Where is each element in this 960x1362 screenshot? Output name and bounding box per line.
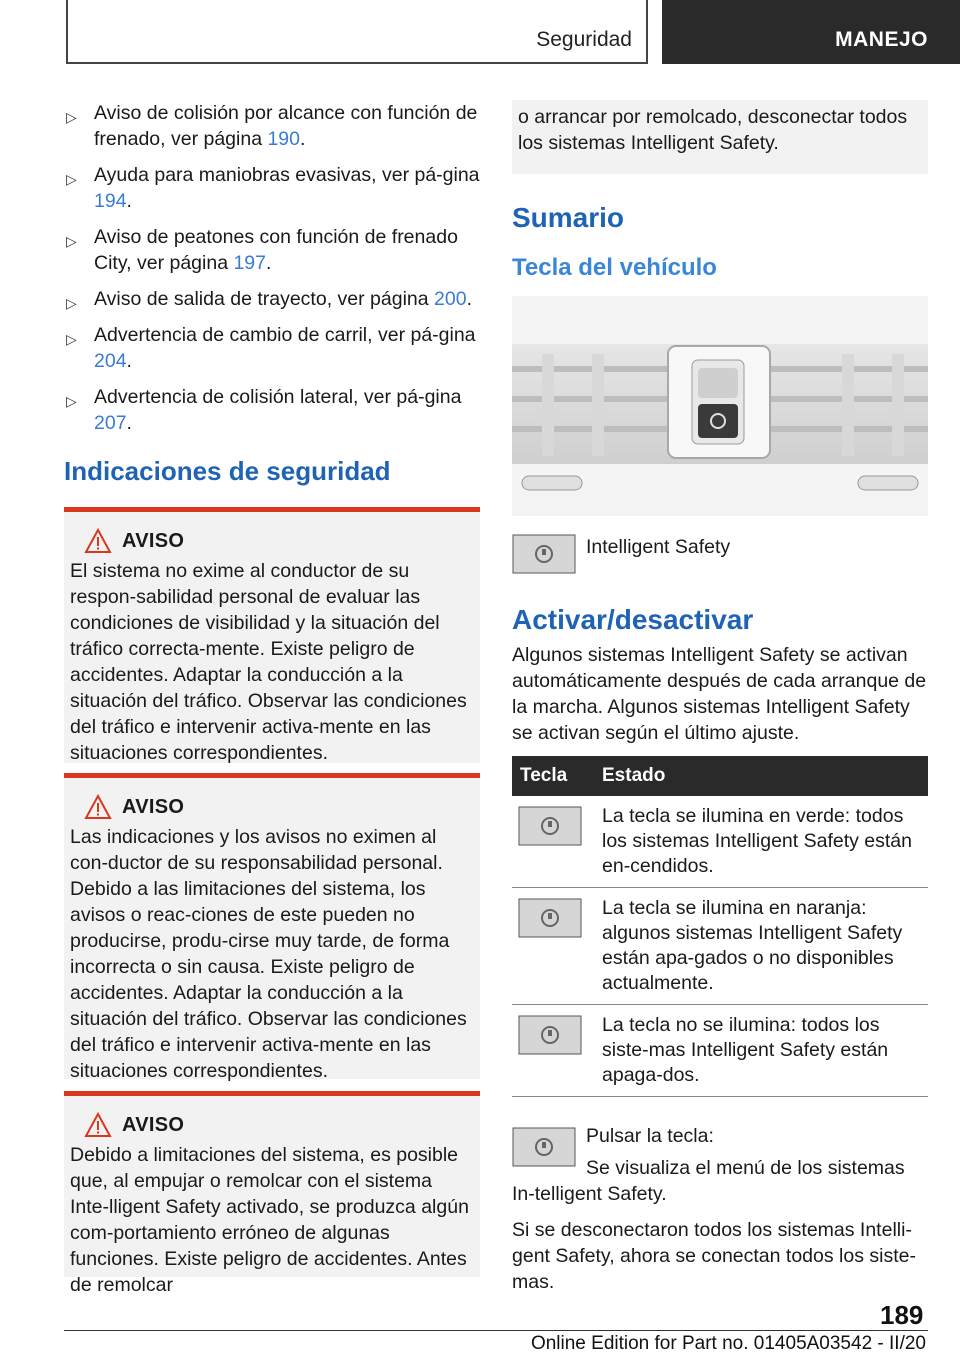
warning-triangle-icon: [84, 794, 112, 820]
reference-list: [64, 100, 480, 436]
warning-text: Debido a limitaciones del sistema, es posible que, al empujar o remolcar con el sistema Inte-lligent Safety activado, se produzca algún com-portamiento erróneo de algunas funciones. Existe peligro de accidentes. Antes de remolcar: [70, 1144, 469, 1296]
section-heading: Sumario: [512, 202, 625, 233]
warning-title: AVISO: [122, 795, 185, 818]
page-link[interactable]: 194: [94, 190, 127, 212]
triangle-bullet-icon: ▷: [66, 171, 77, 187]
subsection-heading: Tecla del vehículo: [512, 254, 717, 281]
page-number: 189: [880, 1300, 924, 1330]
table-cell: La tecla no se ilumina: todos los siste-mas Intelligent Safety están apaga-dos.: [594, 1005, 928, 1097]
table-header: Tecla: [512, 756, 594, 796]
header-section-title: Seguridad: [536, 28, 632, 51]
page-link[interactable]: 204: [94, 350, 127, 372]
intelligent-safety-key-icon: [518, 1015, 582, 1055]
table-row: [512, 1005, 928, 1097]
vehicle-button-panel-image: [512, 296, 928, 516]
header-chapter-tab: [662, 0, 960, 64]
warning-text: Las indicaciones y los avisos no eximen al con-ductor de su responsabilidad personal. Debido a las limitaciones del sistema, los avisos o reac-ciones de este pueden no producirse, produ-cirse muy tarde, de forma incorrecta o sin causa. Existe peligro de accidentes. Adaptar la conducción a la situación del tráfico. Observar las condiciones del tráfico e intervenir activa-mente en las situaciones correspondientes.: [70, 826, 467, 1082]
triangle-bullet-icon: ▷: [66, 295, 77, 311]
list-item: ▷ Aviso de colisión por alcance con función de frenado, ver página 190.: [66, 102, 478, 150]
list-item: ▷ Advertencia de cambio de carril, ver pá-gina 204.: [66, 324, 476, 372]
intelligent-safety-key-icon: [518, 898, 582, 938]
table-cell: La tecla se ilumina en naranja: algunos sistemas Intelligent Safety están apa-gados o no disponibles actualmente.: [594, 888, 928, 1005]
warning-box: [64, 507, 480, 763]
warning-triangle-icon: [84, 528, 112, 554]
triangle-bullet-icon: ▷: [66, 233, 77, 249]
section-heading: Activar/desactivar: [512, 604, 754, 635]
final-paragraph: Si se desconectaron todos los sistemas Intelli-gent Safety, ahora se conectan todos los siste-mas.: [512, 1219, 916, 1293]
list-item: ▷ Ayuda para maniobras evasivas, ver pá-gina 194.: [66, 164, 480, 212]
table-header: Estado: [594, 756, 928, 796]
warning-box: [64, 773, 480, 1082]
triangle-bullet-icon: ▷: [66, 331, 77, 347]
table-cell: La tecla se ilumina en verde: todos los sistemas Intelligent Safety están en-cendidos.: [594, 796, 928, 888]
intelligent-safety-key-icon: [512, 1127, 576, 1167]
list-item: ▷ Aviso de peatones con función de frenado City, ver página 197.: [66, 226, 458, 274]
key-legend: [512, 534, 928, 574]
press-key-block: [512, 1123, 928, 1207]
intro-paragraph: Algunos sistemas Intelligent Safety se activan automáticamente después de cada arranque de la marcha. Algunos sistemas Intelligent Safety se activan según el último ajuste.: [512, 644, 927, 744]
page-link[interactable]: 200: [434, 288, 467, 310]
footer-divider: [64, 1330, 928, 1331]
key-status-table: [512, 756, 928, 1097]
header-section-tab: [66, 0, 648, 64]
right-column: [512, 100, 928, 1295]
intelligent-safety-key-icon: [518, 806, 582, 846]
warning-triangle-icon: [84, 1112, 112, 1138]
key-label: Intelligent Safety: [586, 536, 731, 558]
page-link[interactable]: 197: [233, 252, 266, 274]
triangle-bullet-icon: ▷: [66, 393, 77, 409]
warning-title: AVISO: [122, 1113, 185, 1136]
warning-title: AVISO: [122, 529, 185, 552]
page-link[interactable]: 207: [94, 412, 127, 434]
left-column: [64, 100, 480, 1296]
intelligent-safety-key-icon: [512, 534, 576, 574]
table-row: [512, 888, 928, 1005]
section-heading: Indicaciones de seguridad: [64, 456, 391, 486]
list-item: ▷ Advertencia de colisión lateral, ver pá-gina 207.: [66, 386, 462, 434]
page-link[interactable]: 190: [267, 128, 300, 150]
press-text: Se visualiza el menú de los sistemas In-telligent Safety.: [512, 1157, 905, 1205]
triangle-bullet-icon: ▷: [66, 109, 77, 125]
warning-box: [64, 1091, 480, 1296]
press-label: Pulsar la tecla:: [586, 1125, 714, 1147]
list-item: ▷ Aviso de salida de trayecto, ver página 200.: [64, 286, 480, 312]
warning-continuation: o arrancar por remolcado, desconectar todos los sistemas Intelligent Safety.: [512, 100, 928, 174]
table-row: [512, 796, 928, 888]
header-chapter-title: MANEJO: [835, 28, 928, 51]
footer-edition: Online Edition for Part no. 01405A03542 - II/20: [530, 1333, 926, 1354]
warning-text: El sistema no exime al conductor de su respon-sabilidad personal de evaluar las condiciones de visibilidad y la situación del tráfico correcta-mente. Existe peligro de accidentes. Adaptar la conducción a la situación del tráfico. Observar las condiciones del tráfico e intervenir activa-mente en las situaciones correspondientes.: [70, 560, 467, 764]
